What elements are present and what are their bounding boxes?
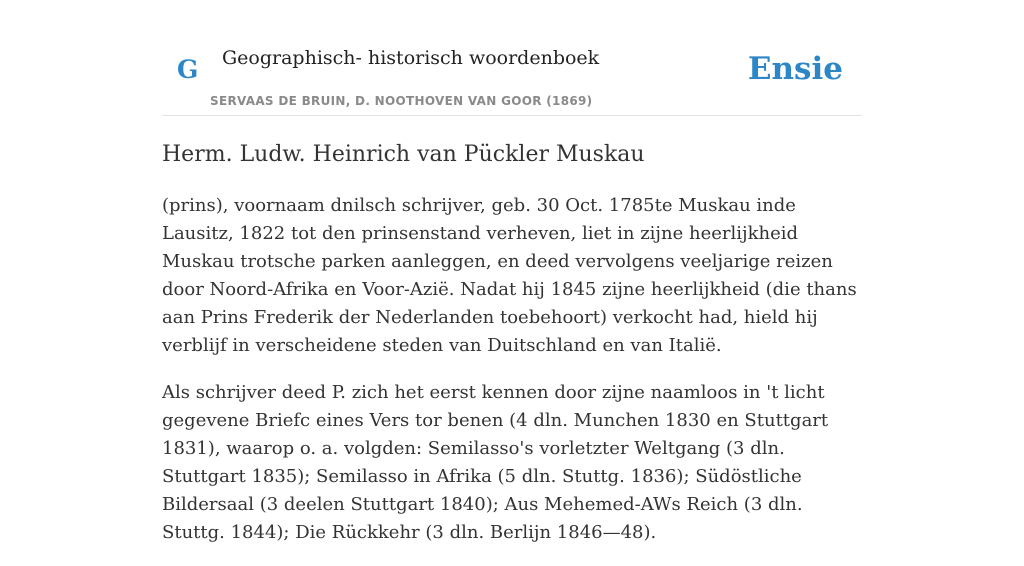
entry-body <box>162 192 862 566</box>
entry-headword: Herm. Ludw. Heinrich van Pückler Muskau <box>162 142 645 167</box>
book-title[interactable]: Geographisch- historisch woordenboek <box>222 47 600 69</box>
book-logo-letter[interactable]: G <box>177 55 199 84</box>
entry-paragraph: (prins), voornaam dnilsch schrijver, geb. 30 Oct. 1785te Muskau inde Lausitz, 1822 tot den prinsenstand verheven, liet in zijne heerlijkheid Muskau trotsche parken aanleggen, en deed vervolgens veeljarige reizen door Noord-Afrika en Voor-Azië. Nadat hij 1845 zijne heerlijkheid (die thans aan Prins Frederik der Nederlanden toebehoort) verkocht had, hield hij verblijf in verscheidene steden van Duitschland en van Italië. <box>162 195 857 356</box>
entry-paragraph: Als schrijver deed P. zich het eerst kennen door zijne naamloos in 't licht gegevene Briefc eines Vers tor benen (4 dln. Munchen 1830 en Stuttgart 1831), waarop o. a. volgden: Semilasso's vorletzter Weltgang (3 dln. Stuttgart 1835); Semilasso in Afrika (5 dln. Stuttg. 1836); Südöstliche Bildersaal (3 deelen Stuttgart 1840); Aus Mehemed-AWs Reich (3 dln. Stuttg. 1844); Die Rückkehr (3 dln. Berlijn 1846—48). <box>162 382 829 543</box>
brand-logo[interactable]: Ensie <box>747 51 843 87</box>
book-author: SERVAAS DE BRUIN, D. NOOTHOVEN VAN GOOR (1869) <box>210 94 593 108</box>
header <box>162 0 862 116</box>
